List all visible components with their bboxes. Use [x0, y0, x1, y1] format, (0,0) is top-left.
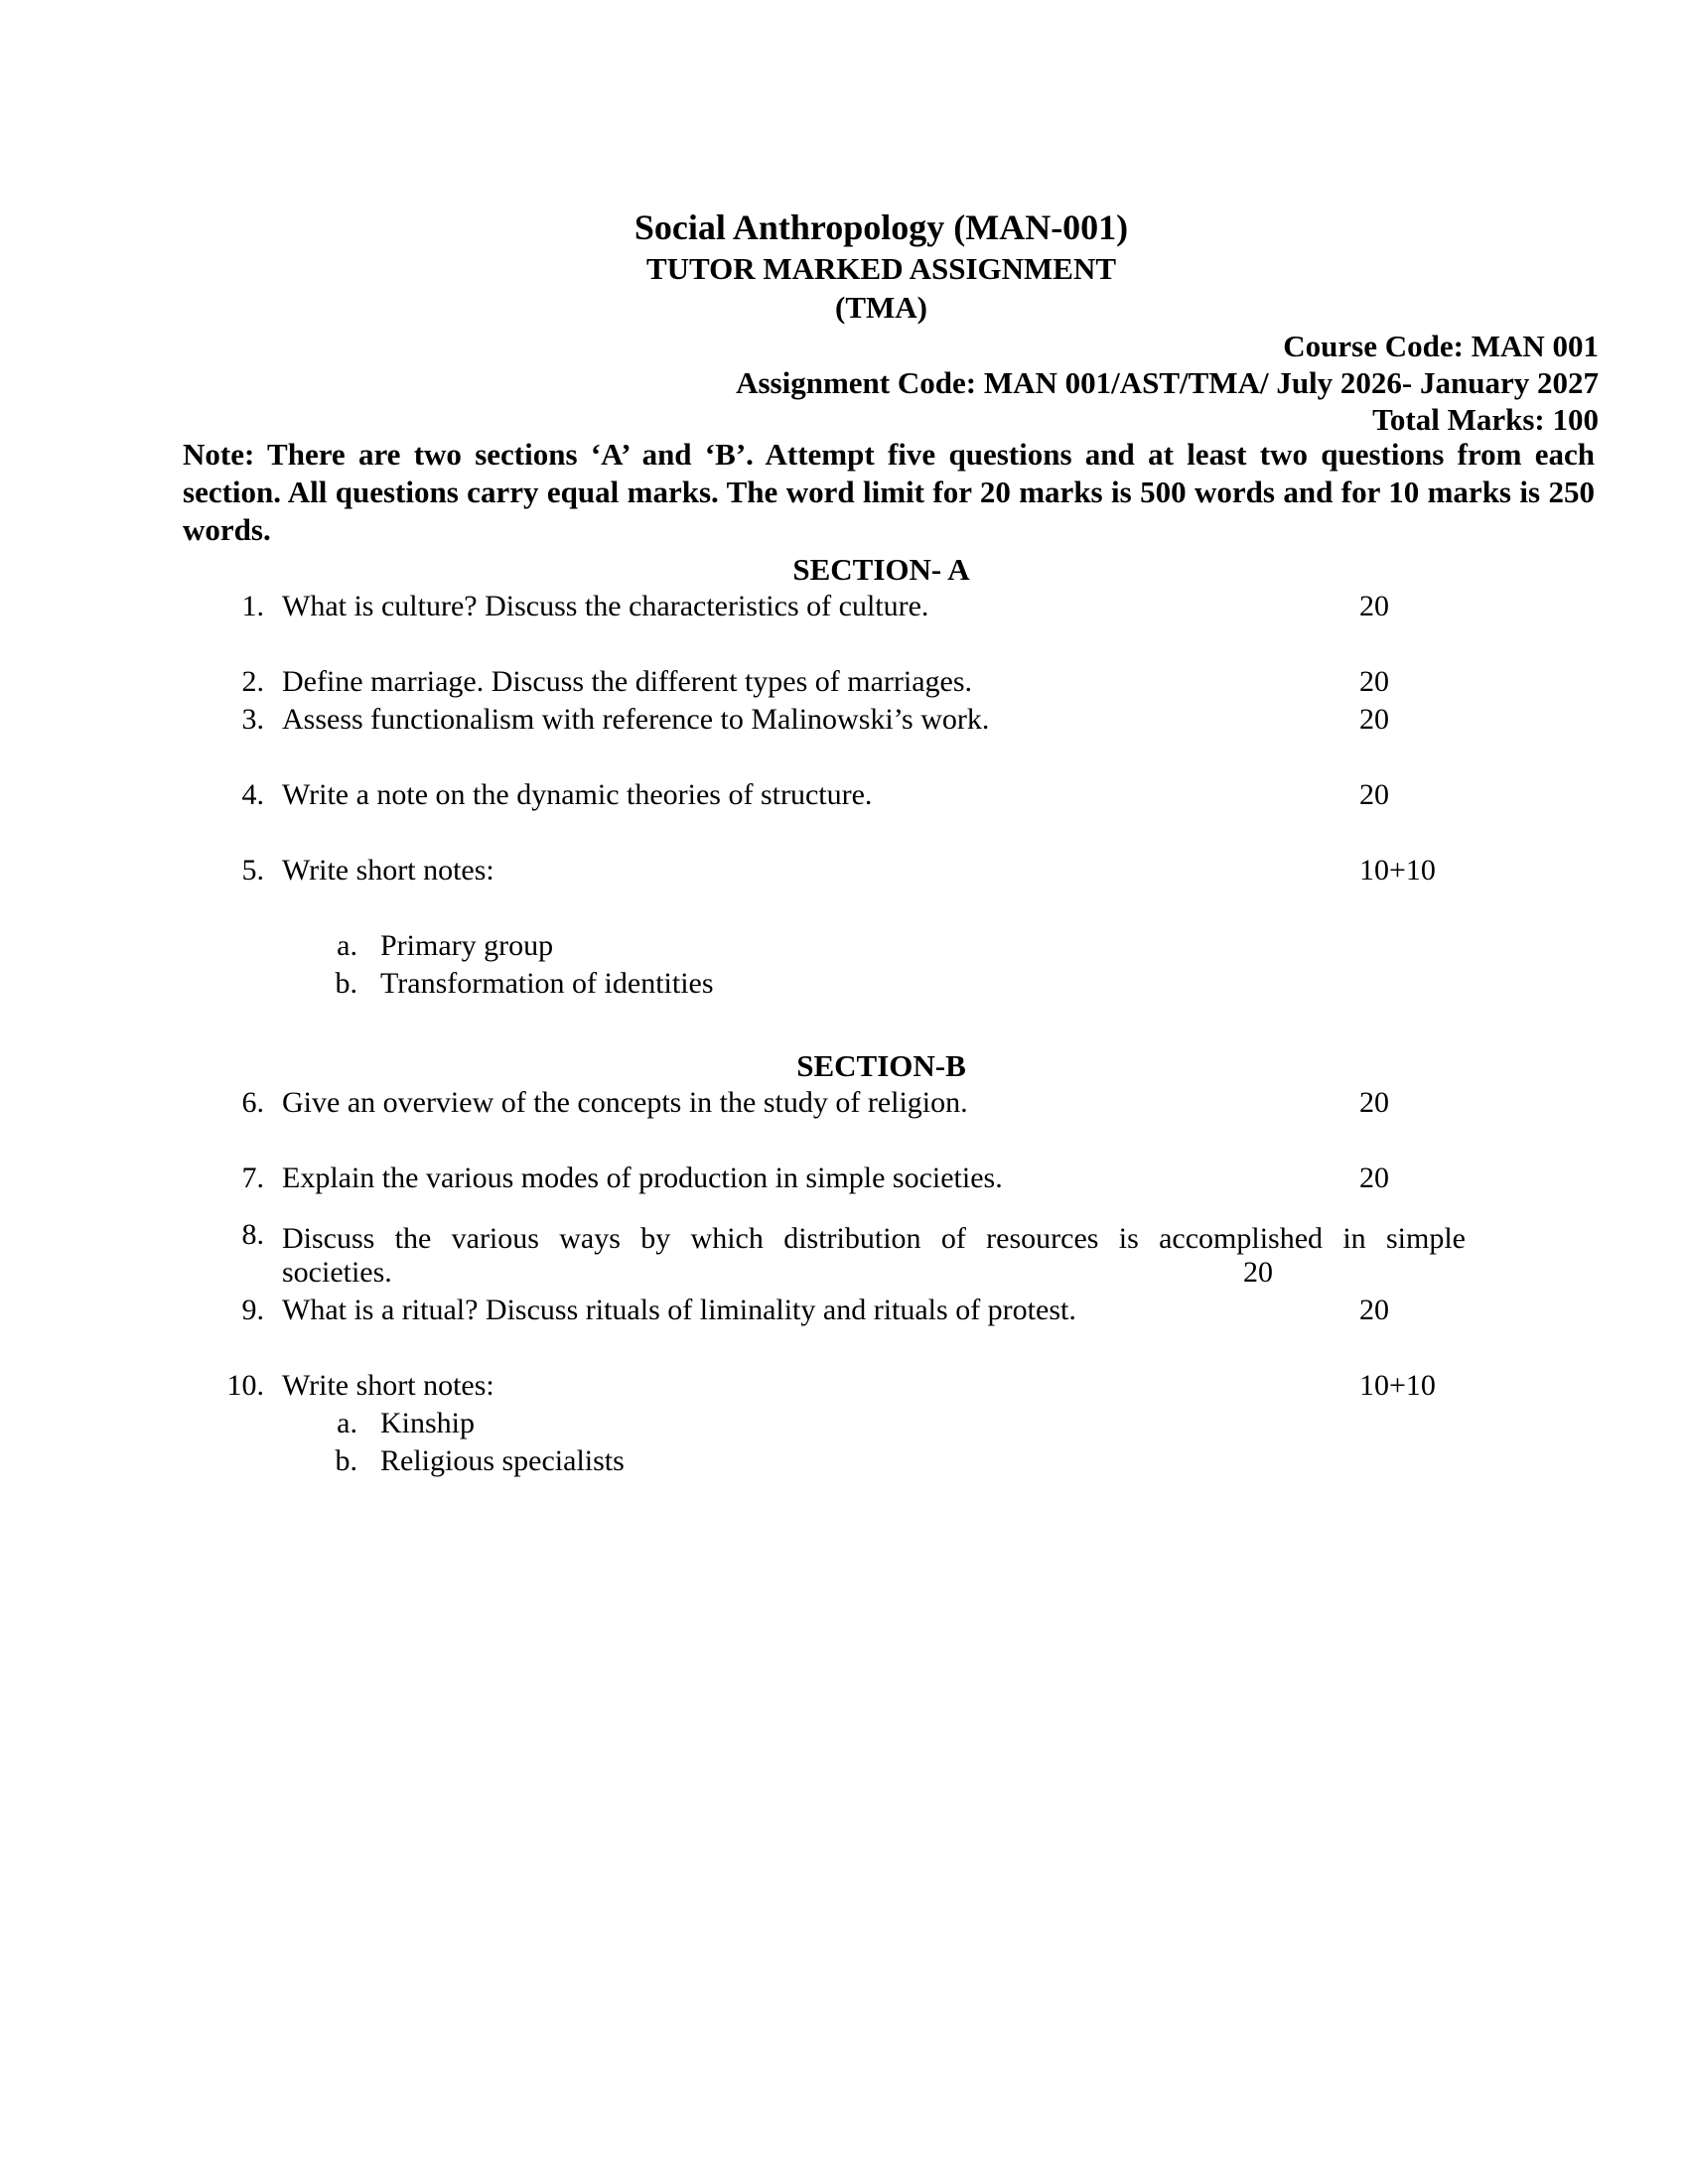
question-marks: 20: [1359, 778, 1389, 811]
question-marks: 20: [1359, 1086, 1389, 1119]
question-4: [0, 780, 1688, 812]
question-text: Assess functionalism with reference to Malinowski’s work.: [282, 703, 990, 736]
subitem-text: Transformation of identities: [380, 967, 714, 1000]
subitem-text: Religious specialists: [380, 1444, 625, 1477]
question-5: [0, 856, 1688, 887]
question-marks: 10+10: [1359, 1369, 1436, 1402]
subitem-label: b.: [335, 967, 357, 1000]
question-number: 1.: [241, 590, 264, 622]
question-text: Write short notes:: [282, 1369, 494, 1402]
question-text-line2: societies.: [282, 1256, 392, 1289]
question-number: 2.: [241, 665, 264, 698]
question-1: [0, 592, 1688, 623]
question-7: [0, 1163, 1688, 1195]
question-10: [0, 1371, 1688, 1403]
subitem-label: a.: [337, 929, 357, 962]
question-6: [0, 1088, 1688, 1120]
question-text-line1: Discuss the various ways by which distribution of resources is accomplished in simple: [282, 1222, 1466, 1255]
question-8-continued: [0, 1258, 1688, 1290]
question-2: [0, 667, 1688, 699]
subitem-text: Primary group: [380, 929, 554, 962]
subitem-label: a.: [337, 1407, 357, 1439]
question-marks: 20: [1243, 1256, 1273, 1289]
question-marks: 20: [1359, 1294, 1389, 1326]
question-8: [0, 1218, 1688, 1255]
question-marks: 20: [1359, 703, 1389, 736]
question-3: [0, 705, 1688, 737]
page-title: Social Anthropology (MAN-001): [633, 207, 1129, 247]
question-text: Give an overview of the concepts in the study of religion.: [282, 1086, 968, 1119]
question-text: What is a ritual? Discuss rituals of liminality and rituals of protest.: [282, 1294, 1076, 1326]
question-5-subitem-b: [0, 969, 1688, 1001]
question-number: 3.: [241, 703, 264, 736]
question-10-subitem-a: [0, 1409, 1688, 1440]
question-9: [0, 1296, 1688, 1327]
subitem-text: Kinship: [380, 1407, 476, 1439]
question-number: 8.: [241, 1218, 264, 1251]
question-text: Explain the various modes of production in simple societies.: [282, 1161, 1003, 1194]
assignment-code: Assignment Code: MAN 001/AST/TMA/ July 2026- January 2027: [736, 365, 1599, 400]
question-marks: 20: [1359, 590, 1389, 622]
question-marks: 10+10: [1359, 854, 1436, 887]
question-text: What is culture? Discuss the characteristics of culture.: [282, 590, 929, 622]
question-number: 10.: [226, 1369, 264, 1402]
subitem-label: b.: [335, 1444, 357, 1477]
course-code: Course Code: MAN 001: [1283, 329, 1599, 363]
instructions-note: Note: There are two sections ‘A’ and ‘B’. Attempt five questions and at least two questions from each section. All questions carry equal marks. The word limit for 20 marks is 500 words and for 10 marks is 250 words.: [183, 437, 1595, 547]
question-text: Define marriage. Discuss the different types of marriages.: [282, 665, 973, 698]
section-a-heading: SECTION- A: [792, 552, 970, 587]
section-b-heading: SECTION-B: [796, 1048, 966, 1083]
question-5-subitem-a: [0, 931, 1688, 963]
question-number: 5.: [241, 854, 264, 887]
page-subtitle-tma: (TMA): [835, 290, 927, 325]
question-marks: 20: [1359, 665, 1389, 698]
question-number: 9.: [241, 1294, 264, 1326]
total-marks: Total Marks: 100: [1372, 402, 1599, 437]
question-number: 6.: [241, 1086, 264, 1119]
question-marks: 20: [1359, 1161, 1389, 1194]
page-subtitle: TUTOR MARKED ASSIGNMENT: [645, 251, 1117, 286]
question-text: Write short notes:: [282, 854, 494, 887]
question-number: 4.: [241, 778, 264, 811]
question-10-subitem-b: [0, 1446, 1688, 1478]
question-text: Write a note on the dynamic theories of structure.: [282, 778, 873, 811]
question-number: 7.: [241, 1161, 264, 1194]
